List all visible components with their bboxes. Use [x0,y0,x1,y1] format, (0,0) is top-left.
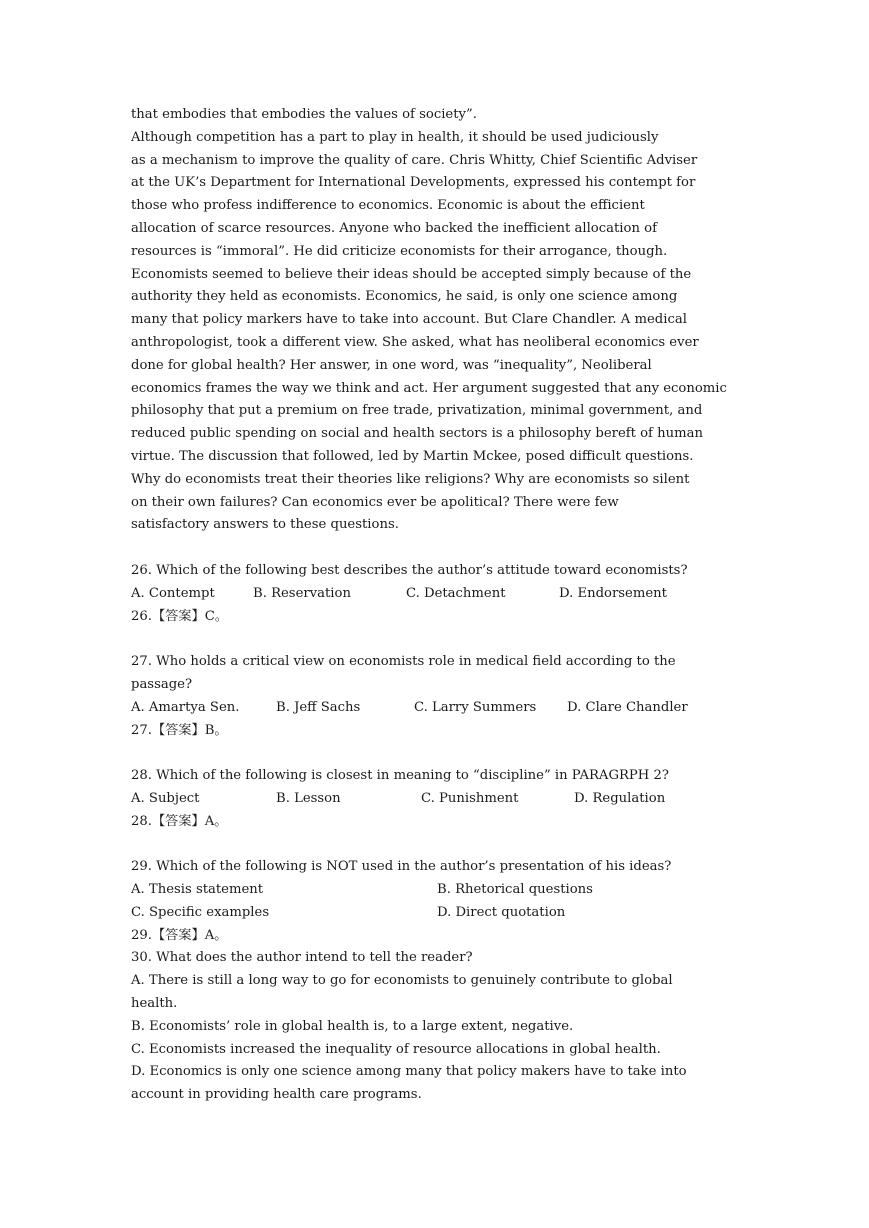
option-c: C. Specific examples [131,904,270,920]
option-a: A. Amartya Sen. [131,699,240,715]
passage-text [131,104,741,537]
question-26 [131,560,741,628]
question-stem: 29. Which of the following is NOT used in the author’s presentation of his ideas? [131,859,672,875]
passage-line: at the UK’s Department for International Developments, expressed his contempt for [131,175,696,191]
question-27 [131,651,741,742]
passage-line: Although competition has a part to play in health, it should be used judiciously [131,129,659,145]
passage-line: Economists seemed to believe their ideas should be accepted simply because of the [131,266,692,282]
passage-line: that embodies that embodies the values of society”. [131,107,477,122]
option-c: C. Punishment [421,790,519,806]
passage-line: satisfactory answers to these questions. [131,517,399,533]
option-d: D. Regulation [574,790,666,806]
passage-line: done for global health? Her answer, in one word, was “inequality”, Neoliberal [131,357,652,373]
passage-line: many that policy markers have to take into account. But Clare Chandler. A medical [131,312,687,328]
passage-line: philosophy that put a premium on free trade, privatization, minimal government, and [131,403,703,419]
option-c: C. Detachment [406,585,506,601]
passage-line: virtue. The discussion that followed, led by Martin Mckee, posed difficult questions. [131,448,694,464]
option-a-continued: health. [131,996,178,1012]
answer-line: 28.【答案】A。 [131,813,228,829]
passage-line: anthropologist, took a different view. She asked, what has neoliberal economics ever [131,334,699,350]
passage-line: allocation of scarce resources. Anyone who backed the inefficient allocation of [131,220,657,236]
passage-line: on their own failures? Can economics ever be apolitical? There were few [131,494,619,510]
passage-line: as a mechanism to improve the quality of care. Chris Whitty, Chief Scientific Adviser [131,152,698,168]
option-d: D. Endorsement [559,585,667,601]
spacer [131,628,741,651]
passage-line: resources is “immoral”. He did criticize economists for their arrogance, though. [131,243,668,259]
option-b: B. Reservation [253,585,351,601]
passage-line: economics frames the way we think and act. Her argument suggested that any economic [131,380,727,396]
spacer [131,537,741,560]
option-a: A. Subject [131,790,200,806]
options-row [131,788,741,811]
spacer [131,742,741,765]
question-29 [131,856,741,947]
option-d: D. Direct quotation [437,904,566,920]
option-d: D. Economics is only one science among many that policy makers have to take into [131,1064,687,1080]
document-page [131,104,741,1107]
passage-line: reduced public spending on social and health sectors is a philosophy bereft of human [131,426,703,442]
question-stem: 27. Who holds a critical view on economists role in medical field according to the [131,654,676,670]
option-c: C. Economists increased the inequality of resource allocations in global health. [131,1041,661,1057]
option-a: A. Contempt [131,585,215,601]
option-a: A. There is still a long way to go for economists to genuinely contribute to global [131,973,673,989]
options-row [131,697,741,720]
option-b: B. Economists’ role in global health is, to a large extent, negative. [131,1018,574,1034]
option-a: A. Thesis statement [131,882,264,898]
option-b: B. Rhetorical questions [437,882,593,898]
option-d-continued: account in providing health care programs. [131,1087,422,1103]
question-stem: 30. What does the author intend to tell the reader? [131,950,473,966]
question-28 [131,765,741,833]
option-d: D. Clare Chandler [567,699,688,715]
question-stem: 28. Which of the following is closest in meaning to “discipline” in PARAGRPH 2? [131,768,669,784]
options-row [131,583,741,606]
question-stem: 26. Which of the following best describes the author’s attitude toward economists? [131,562,688,578]
option-b: B. Lesson [276,790,341,806]
spacer [131,834,741,857]
passage-line: Why do economists treat their theories like religions? Why are economists so silent [131,471,690,487]
option-b: B. Jeff Sachs [276,699,361,715]
question-30 [131,947,741,1107]
options-row [131,902,741,925]
options-row [131,879,741,902]
answer-line: 29.【答案】A。 [131,927,228,943]
passage-line: those who profess indifference to economics. Economic is about the efficient [131,198,645,214]
answer-line: 26.【答案】C。 [131,608,228,624]
passage-line: authority they held as economists. Economics, he said, is only one science among [131,289,678,305]
answer-line: 27.【答案】B。 [131,722,228,738]
question-stem: passage? [131,676,193,692]
option-c: C. Larry Summers [414,699,537,715]
